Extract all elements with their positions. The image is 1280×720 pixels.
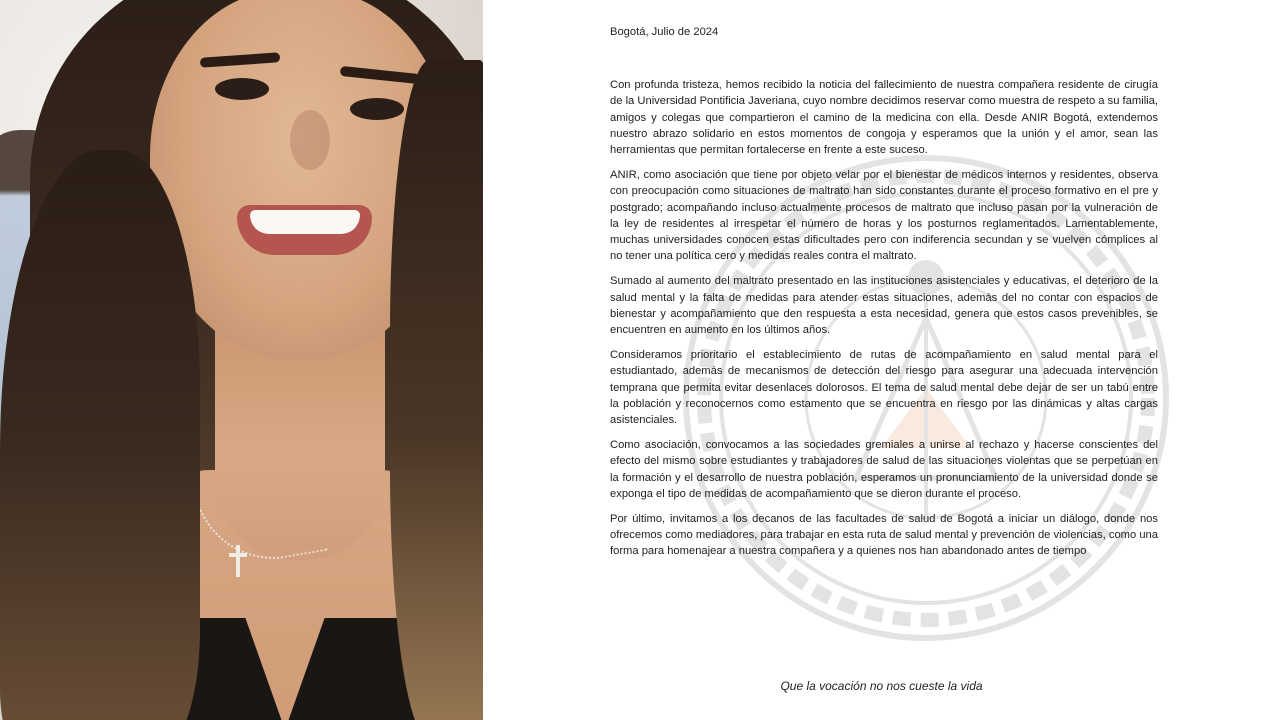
cross-pendant-bar <box>229 553 247 557</box>
letter-page <box>483 0 1280 720</box>
paragraph-anir-concern: ANIR, como asociación que tiene por objeto velar por el bienestar de médicos internos y residentes, observa con preocupación como situaciones de maltrato han sido constantes durante el proceso formativo en el pre y postgrado; acompañando incluso actualmente procesos de maltrato que incluso pasan por la vulneración de la ley de residentes al irrespetar el número de horas y los posturnos reglamentados. Lamentablemente, muchas universidades conocen estas dificultades pero con indiferencia secundan y se vuelven cómplices al no tener una política cero y medidas reales contra el maltrato. <box>610 169 1158 263</box>
nose <box>290 110 330 170</box>
cross-pendant-icon <box>236 545 240 577</box>
paragraph-condolence: Con profunda tristeza, hemos recibido la noticia del fallecimiento de nuestra compañera residente de cirugía de la Universidad Pontificia Javeriana, cuyo nombre decidimos reservar como muestra de respeto a su familia, amigos y colegas que compartieron el camino de la medicina con ella. Desde ANIR Bogotá, extendemos nuestro abrazo solidario en estos momentos de congoja y esperamos que la unión y el amor, sean las herramientas que permitan fortalecerse en frente a este suceso. <box>610 79 1158 157</box>
paragraph-call-to-societies: Como asociación, convocamos a las sociedades gremiales a unirse al rechazo y hacerse conscientes del efecto del mismo sobre estudiantes y trabajadores de salud de las situaciones violentas que se perpetúan en la formación y el desarrollo de nuestra población, esperamos un pronunciamiento de la universidad donde se exponga el tipo de medidas de acompañamiento que se dieron durante el proceso. <box>610 439 1158 500</box>
teeth <box>250 210 360 234</box>
portrait-photo <box>0 0 483 720</box>
hair-right-strands <box>390 60 483 720</box>
letter-body <box>610 24 1158 569</box>
hair-left-strands <box>0 150 200 720</box>
paragraph-mental-health-deterioration: Sumado al aumento del maltrato presentado en las instituciones asistenciales y educativas, el deterioro de la salud mental y la falta de medidas para atender estas situaciones, además del no contar con espacios de bienestar y acompañamiento que den respuesta a esta necesidad, genera que estos casos prevenibles, se encuentren en aumento en los últimos años. <box>610 275 1158 337</box>
motto: Que la vocación no nos cueste la vida <box>780 679 983 693</box>
right-eye <box>350 98 404 120</box>
paragraph-invitation-deans: Por último, invitamos a los decanos de las facultades de salud de Bogotá a iniciar un diálogo, donde nos ofrecemos como mediadores, para trabajar en esta ruta de salud mental y prevención de violencias, como una forma para homenajear a nuestra compañera y a quienes nos han abandonado antes de tiempo <box>610 513 1158 558</box>
city-date: Bogotá, Julio de 2024 <box>610 26 719 38</box>
left-eye <box>215 78 269 100</box>
paragraph-priority-routes: Consideramos prioritario el establecimiento de rutas de acompañamiento en salud mental para el estudiantado, además de mecanismos de detección del riesgo para asegurar una adecuada intervención temprana que permita evitar desenlaces dolorosos. El tema de salud mental debe dejar de ser un tabú entre la población y reconocernos como estamento que se encuentra en riesgo por las dinámicas y altas cargas asistenciales. <box>610 349 1158 427</box>
